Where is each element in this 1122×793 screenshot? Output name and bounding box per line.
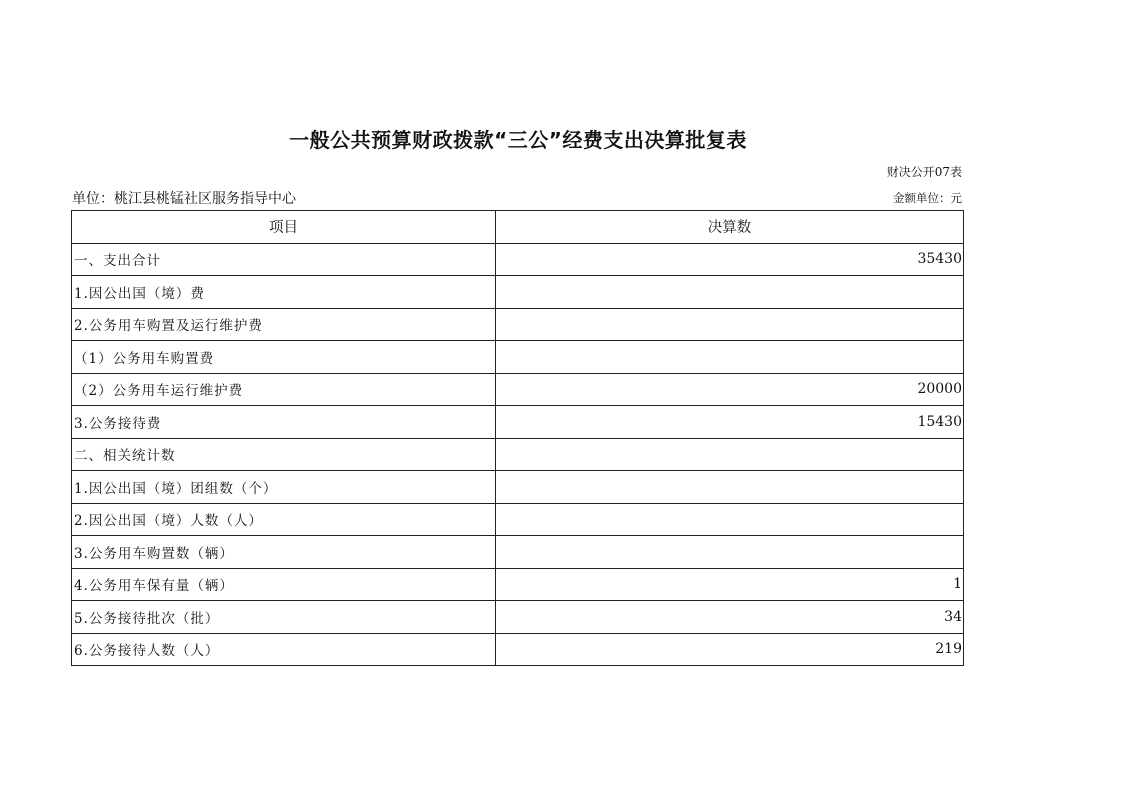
table-row <box>72 438 964 471</box>
table-row <box>72 536 964 569</box>
row-item-label: 一、支出合计 <box>72 243 496 276</box>
amount-unit-label: 金额单位：元 <box>893 191 962 205</box>
row-item-label: 6.公务接待人数（人） <box>72 633 496 666</box>
table-row <box>72 308 964 341</box>
unit-label: 单位：桃江县桃锰社区服务指导中心 <box>72 191 296 207</box>
row-item-label: 2.公务用车购置及运行维护费 <box>72 308 496 341</box>
row-item-label: 1.因公出国（境）费 <box>72 276 496 309</box>
row-item-label: 3.公务用车购置数（辆） <box>72 536 496 569</box>
row-amount: 15430 <box>496 406 964 439</box>
row-amount <box>496 341 964 374</box>
row-item-label: （2）公务用车运行维护费 <box>72 373 496 406</box>
budget-table <box>71 210 964 666</box>
row-amount <box>496 536 964 569</box>
row-amount <box>496 276 964 309</box>
table-row <box>72 633 964 666</box>
column-header-amount: 决算数 <box>496 211 964 244</box>
row-amount <box>496 438 964 471</box>
row-amount <box>496 503 964 536</box>
row-item-label: 4.公务用车保有量（辆） <box>72 568 496 601</box>
table-row <box>72 601 964 634</box>
table-header-row <box>72 211 964 244</box>
row-item-label: 二、相关统计数 <box>72 438 496 471</box>
row-item-label: （1）公务用车购置费 <box>72 341 496 374</box>
table-row <box>72 373 964 406</box>
column-header-item: 项目 <box>72 211 496 244</box>
page-title: 一般公共预算财政拨款“三公”经费支出决算批复表 <box>289 128 747 152</box>
form-code: 财决公开07表 <box>886 165 962 179</box>
row-item-label: 5.公务接待批次（批） <box>72 601 496 634</box>
table-row <box>72 503 964 536</box>
row-amount <box>496 471 964 504</box>
row-amount: 35430 <box>496 243 964 276</box>
row-amount: 34 <box>496 601 964 634</box>
table-row <box>72 276 964 309</box>
table-row <box>72 243 964 276</box>
table-row <box>72 406 964 439</box>
row-item-label: 1.因公出国（境）团组数（个） <box>72 471 496 504</box>
row-item-label: 2.因公出国（境）人数（人） <box>72 503 496 536</box>
row-amount: 219 <box>496 633 964 666</box>
row-amount <box>496 308 964 341</box>
row-amount: 1 <box>496 568 964 601</box>
table-row <box>72 341 964 374</box>
row-item-label: 3.公务接待费 <box>72 406 496 439</box>
table-row <box>72 471 964 504</box>
row-amount: 20000 <box>496 373 964 406</box>
table-row <box>72 568 964 601</box>
